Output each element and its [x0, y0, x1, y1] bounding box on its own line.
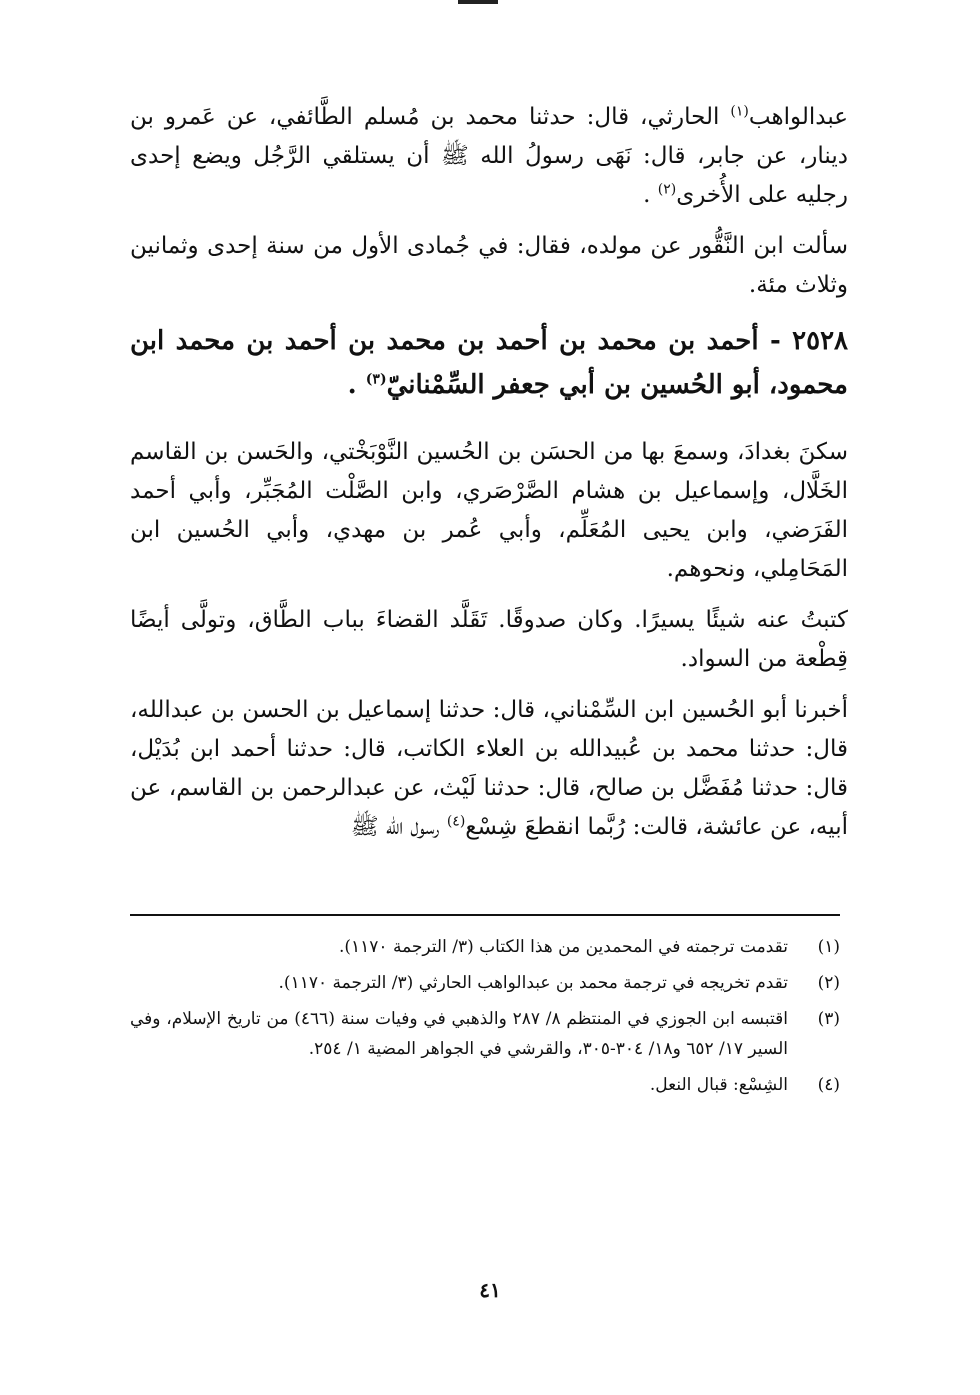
text-run: الحارثي، قال: حدثنا محمد بن مُسلم الطَّائفي، عن عَمرو بن دينار، عن جابر، قال: نَهَى رسولُ الله ﷺ أن يستلقي الرَّجُل ويضع إحدى رجليه على الأُخرى: [130, 104, 848, 208]
footnote-item: [130, 968, 840, 998]
footnote-text: تقدمت ترجمته في المحمدين من هذا الكتاب (٣/ الترجمة ١١٧٠).: [338, 937, 788, 957]
text-run: عبدالواهب: [748, 104, 848, 130]
main-text: [130, 98, 848, 859]
text-run: رسول الله ﷺ: [350, 814, 447, 840]
footnotes: [130, 932, 840, 1106]
footnote-item: [130, 1070, 840, 1100]
paragraph-teachers: سكنَ بغدادَ، وسمعَ بها من الحسَن بن الحُسين النَّوْبَخْتي، والحَسن بن القاسم الخَلَّال، وإسماعيل بن هشام الصَّرْصَري، وابن الصَّلْت المُجَبِّر، وأبي أحمد الفَرَضي، وابن يحيى المُعَلِّم، وأبي عُمر بن مهدي، وأبي الحُسين ابن المَحَامِلي، ونحوهم.: [130, 439, 848, 582]
top-edge-mark: [458, 0, 498, 4]
footnote-number: (١): [817, 937, 840, 957]
footnote-ref[interactable]: (٣): [365, 371, 387, 388]
text-run: .: [643, 182, 658, 208]
footnote-item: [130, 1004, 840, 1064]
footnote-ref[interactable]: (١): [730, 103, 749, 120]
footnote-number: (٣): [817, 1009, 840, 1029]
footnote-number: (٤): [817, 1075, 840, 1095]
heading-text: ٢٥٢٨ - أحمد بن محمد بن أحمد بن محمد بن أحمد بن محمد ابن محمود، أبو الحُسين بن أبي جعفر السِّمْنانيّ: [130, 326, 848, 400]
heading-text: .: [347, 370, 366, 400]
footnote-separator: [130, 914, 840, 916]
text-run: أخبرنا أبو الحُسين ابن السِّمْناني، قال: حدثنا إسماعيل بن الحسن بن عبدالله، قال: حدثنا محمد بن عُبيدالله بن العلاء الكاتب، قال: حدثنا أحمد ابن بُدَيْل، قال: حدثنا مُفَضَّل بن صالح، قال: حدثنا لَيْث، عن عبدالرحمن بن القاسم، عن أبيه، عن عائشة، قالت: رُبَّما انقطعَ شِسْع: [130, 697, 848, 840]
footnote-text: اقتبسه ابن الجوزي في المنتظم ٨/ ٢٨٧ والذهبي في وفيات سنة (٤٦٦) من تاريخ الإسلام، وفي السير ١٧/ ٦٥٢ و١٨/ ٣٠٤-٣٠٥، والقرشي في الجواهر المضية ١/ ٢٥٤.: [130, 1009, 788, 1059]
paragraph-birth: سألت ابن النَّقُّور عن مولده، فقال: في جُمادى الأول من سنة إحدى وثمانين وثلاث مئة.: [130, 233, 848, 298]
biography-heading: [130, 319, 848, 407]
paragraph-judgement: كتبتُ عنه شيئًا يسيرًا. وكان صدوقًا. تَقَلَّد القضاءَ بباب الطَّاق، وتولَّى أيضًا قِطْعة من السواد.: [130, 607, 848, 672]
footnote-ref[interactable]: (٢): [657, 181, 677, 198]
footnote-item: [130, 932, 840, 962]
footnote-ref[interactable]: (٤): [446, 813, 466, 830]
footnote-number: (٢): [817, 973, 840, 993]
paragraph-hadith-1: [130, 98, 848, 215]
footnote-text: تقدم تخريجه في ترجمة محمد بن عبدالواهب الحارثي (٣/ الترجمة ١١٧٠).: [278, 973, 788, 993]
footnote-text: الشِسْع: قبال النعل.: [649, 1075, 788, 1095]
paragraph-isnad: [130, 691, 848, 847]
page-number: ٤١: [479, 1278, 501, 1302]
